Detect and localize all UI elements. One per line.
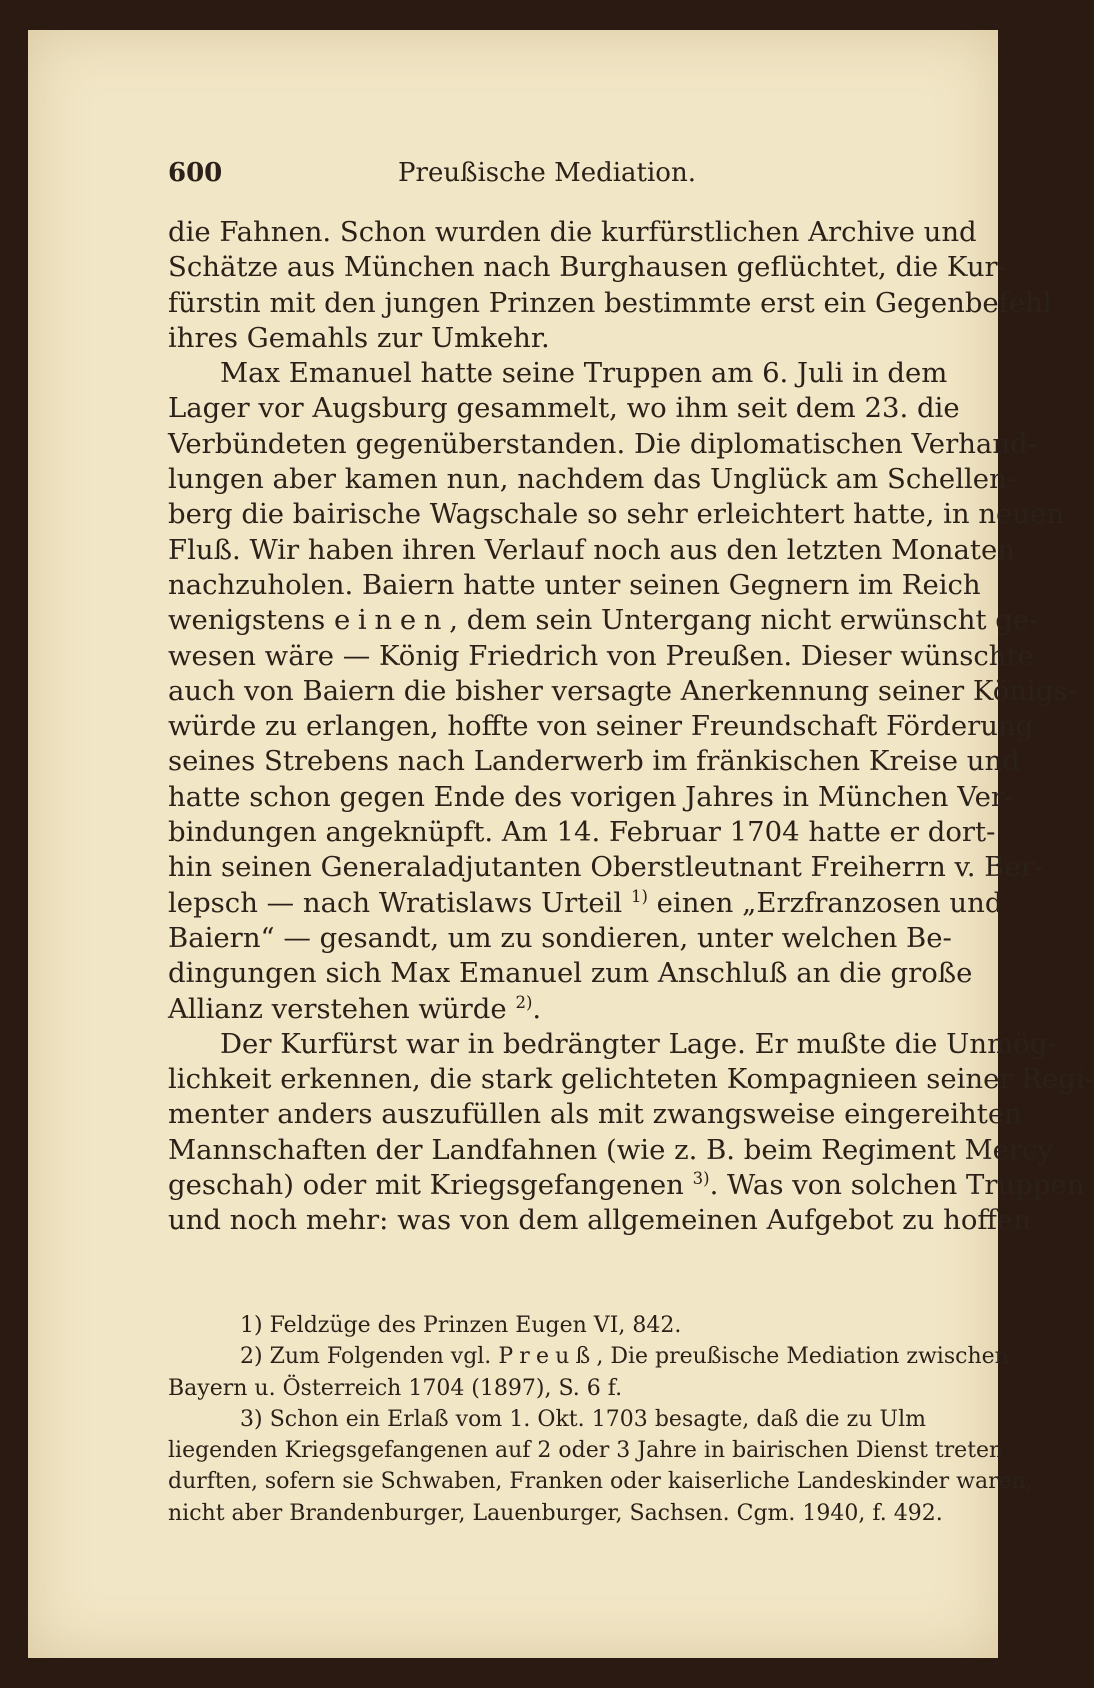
text-segment: 2) Zum Folgenden vgl.	[240, 1344, 492, 1370]
text-segment: . Was von solchen Truppen	[709, 1169, 1085, 1202]
footnotes	[168, 1310, 1033, 1529]
text-line: ihres Gemahls zur Umkehr.	[168, 321, 550, 354]
footnote-3: 3) Schon ein Erlaß vom 1. Okt. 1703 besagte, daß die zu Ulm	[240, 1406, 926, 1432]
text-line: fürstin mit den jungen Prinzen bestimmte erst ein Gegenbefehl	[168, 286, 1052, 319]
author-name: Preuß	[498, 1344, 597, 1370]
text-line: bindungen angeknüpft. Am 14. Februar 1704 hatte er dort-	[168, 816, 996, 849]
text-line: die Fahnen. Schon wurden die kurfürstlichen Archive und	[168, 216, 977, 248]
text-line: nachzuholen. Baiern hatte unter seinen Gegnern im Reich	[168, 568, 981, 601]
text-line: berg die bairische Wagschale so sehr erleichtert hatte, in neuen	[168, 498, 1065, 531]
emphasized-word: einen	[333, 604, 450, 637]
text-line: wesen wäre — König Friedrich von Preußen. Dieser wünschte	[168, 639, 1034, 672]
footnote-1: 1) Feldzüge des Prinzen Eugen VI, 842.	[240, 1313, 682, 1338]
footnote-2-cont: Bayern u. Österreich 1704 (1897), S. 6 f.	[168, 1375, 623, 1401]
text-line: hin seinen Generaladjutanten Oberstleutnant Freiherrn v. Ber-	[168, 851, 1044, 884]
footnote-ref: 2)	[515, 992, 533, 1012]
text-line: würde zu erlangen, hoffte von seiner Freundschaft Förderung	[168, 710, 1034, 743]
text-line: hatte schon gegen Ende des vorigen Jahres in München Ver-	[168, 780, 1014, 813]
running-title: Preußische Mediation.	[398, 158, 696, 188]
text-segment: , Die preußische Mediation zwischen	[596, 1344, 1009, 1370]
text-line: Schätze aus München nach Burghausen geflüchtet, die Kur-	[168, 251, 1007, 284]
text-line: lungen aber kamen nun, nachdem das Unglück am Schellen-	[168, 463, 1017, 496]
body-text	[168, 215, 1094, 1239]
text-line: lichkeit erkennen, die stark gelichteten Kompagnieen seiner Regi-	[168, 1063, 1094, 1096]
text-line: Baiern“ — gesandt, um zu sondieren, unter welchen Be-	[168, 921, 952, 954]
text-line: auch von Baiern die bisher versagte Anerkennung seiner Königs-	[168, 674, 1077, 707]
text-line	[168, 603, 1039, 638]
footnote-3-cont: nicht aber Brandenburger, Lauenburger, Sachsen. Cgm. 1940, f. 492.	[168, 1500, 943, 1526]
text-segment: Allianz verstehen würde	[168, 992, 507, 1025]
text-line	[168, 992, 926, 1027]
footnote-ref: 3)	[692, 1169, 710, 1189]
text-line: Mannschaften der Landfahnen (wie z. B. beim Regiment Mercy	[168, 1133, 1053, 1166]
text-line: menter anders auszufüllen als mit zwangsweise eingereihten	[168, 1098, 1022, 1131]
footnote-3-cont: durften, sofern sie Schwaben, Franken oder kaiserliche Landeskinder waren,	[168, 1469, 1033, 1495]
text-segment: einen „Erzfranzosen und	[647, 886, 1003, 919]
text-line: Fluß. Wir haben ihren Verlauf noch aus den letzten Monaten	[168, 533, 1015, 566]
text-segment: geschah) oder mit Kriegsgefangenen	[168, 1169, 684, 1202]
text-line: seines Strebens nach Landerwerb im fränkischen Kreise und	[168, 745, 1020, 778]
footnote-3-cont: liegenden Kriegsgefangenen auf 2 oder 3 Jahre in bairischen Dienst treten	[168, 1438, 1004, 1464]
text-line	[168, 1168, 1085, 1203]
text-segment: , dem sein Untergang nicht erwünscht ge-	[449, 604, 1039, 637]
text-line: Max Emanuel hatte seine Truppen am 6. Juli in dem	[220, 357, 948, 390]
text-line: Verbündeten gegenüberstanden. Die diplomatischen Verhand-	[168, 427, 1037, 460]
text-segment: .	[532, 992, 542, 1025]
text-segment: wenigstens	[168, 604, 326, 637]
text-line: Der Kurfürst war in bedrängter Lage. Er mußte die Unmög-	[220, 1027, 1057, 1060]
text-segment: lepsch — nach Wratislaws Urteil	[168, 886, 623, 919]
text-line	[168, 886, 1003, 921]
page-number: 600	[168, 158, 223, 188]
footnote-2	[168, 1341, 1009, 1372]
text-line: Lager vor Augsburg gesammelt, wo ihm seit dem 23. die	[168, 392, 960, 425]
footnote-ref: 1)	[630, 886, 648, 906]
page-header	[168, 158, 926, 198]
text-line: und noch mehr: was von dem allgemeinen Aufgebot zu hoffen	[168, 1204, 1031, 1237]
text-line: dingungen sich Max Emanuel zum Anschluß an die große	[168, 957, 973, 990]
